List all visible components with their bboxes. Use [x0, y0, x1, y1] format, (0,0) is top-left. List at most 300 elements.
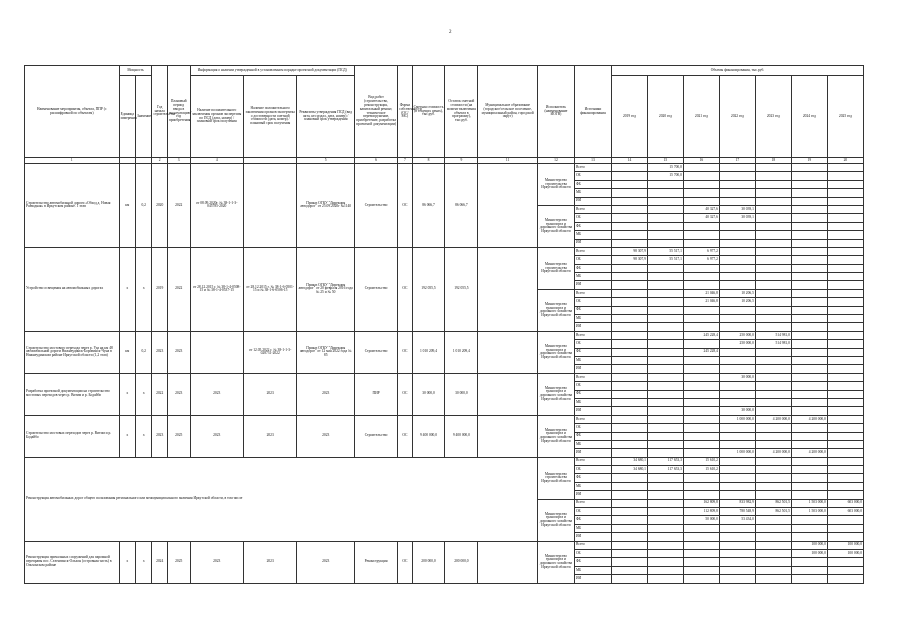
funding-value: [791, 214, 827, 222]
funding-value: 250 000,0: [719, 331, 755, 339]
executor-name: Министерство транспорта и дорожного хозяйства Иркутской области: [537, 499, 574, 541]
column-number: 9: [445, 158, 478, 164]
capacity-value: 0,2: [136, 331, 152, 373]
funding-value: [827, 390, 863, 398]
funding-value: [647, 516, 683, 524]
object-name: Строительство мостового перехода через р. Уда на км 48 автомобильной дороги Нижнеудинск-Боровинск-Чуна в Нижнеудинском районе Иркутской области (1,2 этап): [25, 331, 120, 373]
work-type: Строительство: [354, 164, 397, 248]
source-label: МБ: [574, 231, 611, 239]
column-number: 5: [297, 158, 355, 164]
table-row: [25, 331, 864, 339]
column-number: 8: [412, 158, 445, 164]
column-number: 11: [478, 158, 538, 164]
funding-value: [683, 273, 719, 281]
funding-value: [755, 205, 791, 213]
funding-value: 34 680,1: [611, 466, 647, 474]
funding-value: [827, 164, 863, 172]
source-label: МБ: [574, 566, 611, 574]
header-source: Источники финансирования: [574, 66, 611, 158]
funding-value: [683, 281, 719, 289]
funding-value: 100 000,0: [791, 541, 827, 549]
header-work-type: Вид работ (строительство, реконструкция, капитальный ремонт, техническое перевооружение, приобретение, разработка проектной документации): [354, 66, 397, 158]
funding-value: [719, 566, 755, 574]
funding-value: [647, 533, 683, 541]
funding-value: [719, 466, 755, 474]
funding-value: [755, 315, 791, 323]
funding-value: [647, 197, 683, 205]
funding-value: [647, 340, 683, 348]
funding-value: [755, 516, 791, 524]
funding-value: [611, 273, 647, 281]
column-number: 20: [827, 158, 863, 164]
funding-value: [647, 390, 683, 398]
source-label: ИИ: [574, 365, 611, 373]
funding-value: [683, 491, 719, 499]
funding-value: [683, 172, 719, 180]
funding-value: 862 501,5: [755, 499, 791, 507]
funding-value: [611, 474, 647, 482]
funding-value: [611, 524, 647, 532]
funding-value: 514 981,0: [755, 331, 791, 339]
ownership: ОС: [398, 164, 412, 248]
funding-value: [719, 424, 755, 432]
funding-value: [791, 440, 827, 448]
funding-value: [791, 524, 827, 532]
funding-value: [683, 440, 719, 448]
funding-value: [791, 164, 827, 172]
funding-value: [827, 239, 863, 247]
work-type: Строительство: [354, 247, 397, 331]
financing-table: [24, 65, 864, 584]
funding-value: [791, 281, 827, 289]
funding-value: [827, 440, 863, 448]
funding-value: 1 000 000,0: [719, 449, 755, 457]
doc-positive: от 08.09.2020г. № 38-1-1-3-045785-2020: [190, 164, 243, 248]
funding-value: [827, 247, 863, 255]
doc-positive: [190, 331, 243, 373]
funding-value: [611, 348, 647, 356]
source-label: ОБ: [574, 298, 611, 306]
funding-value: [827, 558, 863, 566]
funding-value: [827, 382, 863, 390]
funding-value: [683, 180, 719, 188]
funding-value: [719, 189, 755, 197]
column-number: 6: [354, 158, 397, 164]
funding-value: [791, 424, 827, 432]
funding-value: [791, 575, 827, 583]
remaining-cost: 30 000,0: [445, 373, 478, 415]
funding-value: [719, 231, 755, 239]
funding-value: [755, 524, 791, 532]
remaining-cost: 1 010 209,4: [445, 331, 478, 373]
table-row: [25, 164, 864, 172]
doc-positive: 2023: [190, 541, 243, 583]
funding-value: [827, 482, 863, 490]
funding-value: [611, 180, 647, 188]
funding-value: [791, 407, 827, 415]
column-number: 19: [791, 158, 827, 164]
funding-value: [611, 340, 647, 348]
capacity-value: х: [136, 415, 152, 457]
funding-value: [827, 365, 863, 373]
funding-value: [611, 533, 647, 541]
funding-value: [791, 323, 827, 331]
funding-value: [647, 356, 683, 364]
doc-positive: 2023: [190, 373, 243, 415]
source-label: ФБ: [574, 348, 611, 356]
funding-value: [611, 390, 647, 398]
funding-value: [647, 499, 683, 507]
municipality: [478, 373, 538, 415]
funding-value: [755, 407, 791, 415]
funding-value: [611, 499, 647, 507]
source-label: ИИ: [574, 491, 611, 499]
funding-value: [683, 449, 719, 457]
doc-reliability: [243, 164, 296, 248]
funding-value: [719, 533, 755, 541]
start-year: 2022: [152, 373, 167, 415]
funding-value: 112 809,8: [683, 508, 719, 516]
funding-value: [611, 214, 647, 222]
funding-value: 40 327,6: [683, 205, 719, 213]
funding-value: [683, 382, 719, 390]
funding-value: [647, 491, 683, 499]
funding-value: [611, 197, 647, 205]
remaining-cost: 192 055,5: [445, 247, 478, 331]
funding-value: [647, 205, 683, 213]
funding-value: 250 000,0: [719, 340, 755, 348]
funding-value: [827, 306, 863, 314]
executor-name: Министерство транспорта и дорожного хозяйства Иркутской области: [537, 331, 574, 373]
funding-value: 514 981,0: [755, 340, 791, 348]
funding-value: [755, 474, 791, 482]
funding-value: [647, 440, 683, 448]
funding-value: [611, 508, 647, 516]
funding-value: 1 503 000,0: [791, 508, 827, 516]
funding-value: [719, 247, 755, 255]
funding-value: [683, 239, 719, 247]
ownership: ОС: [398, 331, 412, 373]
funding-value: 98 307,9: [611, 247, 647, 255]
column-number: 12: [537, 158, 574, 164]
capacity-unit: х: [119, 415, 135, 457]
funding-value: [755, 373, 791, 381]
executor-name: Министерство транспорта и дорожного хозяйства Иркутской области: [537, 415, 574, 457]
funding-value: [791, 474, 827, 482]
funding-value: [647, 273, 683, 281]
funding-value: [683, 264, 719, 272]
funding-value: [647, 424, 683, 432]
funding-value: [719, 432, 755, 440]
column-number: 13: [574, 158, 611, 164]
funding-value: [791, 189, 827, 197]
funding-value: 117 653,3: [647, 466, 683, 474]
header-doc-approval: Реквизиты утверждения ПСД (вид акта, кто издал, дата, номер) / плановый срок утверждения: [297, 76, 355, 158]
funding-value: [719, 365, 755, 373]
funding-value: [647, 289, 683, 297]
source-label: ОБ: [574, 466, 611, 474]
funding-value: [719, 273, 755, 281]
source-label: ИИ: [574, 533, 611, 541]
funding-value: [791, 273, 827, 281]
source-label: ИИ: [574, 323, 611, 331]
source-label: ИИ: [574, 239, 611, 247]
funding-value: [755, 180, 791, 188]
funding-value: [647, 474, 683, 482]
funding-value: [755, 239, 791, 247]
funding-value: [827, 516, 863, 524]
funding-value: [683, 315, 719, 323]
funding-value: [827, 491, 863, 499]
funding-value: [719, 390, 755, 398]
funding-value: [683, 356, 719, 364]
funding-value: [683, 533, 719, 541]
funding-value: 40 327,6: [683, 214, 719, 222]
capacity-value: 0,2: [136, 164, 152, 248]
funding-value: [683, 474, 719, 482]
funding-value: [647, 508, 683, 516]
funding-value: [755, 356, 791, 364]
funding-value: [755, 482, 791, 490]
funding-value: [755, 222, 791, 230]
doc-reliability: от 28.12.2015 г. № 38-1-6-0501-15 и № 38-1-6-0506-15: [243, 247, 296, 331]
funding-value: [827, 424, 863, 432]
funding-value: 1 000 000,0: [719, 415, 755, 423]
funding-value: [683, 549, 719, 557]
ownership: ОС: [398, 541, 412, 583]
source-label: ФБ: [574, 432, 611, 440]
funding-value: [683, 222, 719, 230]
funding-value: [755, 189, 791, 197]
funding-value: [827, 474, 863, 482]
funding-value: [647, 415, 683, 423]
funding-value: [791, 264, 827, 272]
funding-value: [611, 440, 647, 448]
funding-value: 862 501,5: [755, 508, 791, 516]
header-start-year: Год начала строительства: [152, 66, 167, 158]
executor-name: Министерство транспорта и дорожного хозяйства Иркутской области: [537, 205, 574, 247]
table-row: [25, 373, 864, 381]
source-label: Всего: [574, 415, 611, 423]
municipality: [478, 415, 538, 457]
funding-value: 34 680,1: [611, 457, 647, 465]
funding-value: [827, 457, 863, 465]
funding-value: [683, 340, 719, 348]
funding-value: [755, 491, 791, 499]
funding-value: [611, 373, 647, 381]
source-label: ФБ: [574, 180, 611, 188]
funding-value: [647, 432, 683, 440]
funding-value: 780 548,9: [719, 508, 755, 516]
header-year: 2025 год: [827, 76, 863, 158]
funding-value: [755, 289, 791, 297]
funding-value: 1 503 000,0: [791, 499, 827, 507]
funding-value: 100 000,0: [827, 549, 863, 557]
funding-value: [827, 172, 863, 180]
funding-value: [791, 491, 827, 499]
funding-value: 4 200 000,0: [755, 415, 791, 423]
funding-value: [611, 281, 647, 289]
funding-value: [755, 264, 791, 272]
source-label: ИИ: [574, 197, 611, 205]
object-name: Строительство автомобильной дороги «Обход д. Новая Разводная» в Иркутском районе. 1 этап: [25, 164, 120, 248]
funding-value: [683, 390, 719, 398]
funding-value: [755, 549, 791, 557]
funding-value: [683, 541, 719, 549]
funding-value: [755, 466, 791, 474]
source-label: Всего: [574, 373, 611, 381]
header-capacity-value: Значение: [136, 76, 152, 158]
planned-year: 2025: [167, 415, 190, 457]
column-number: 1: [25, 158, 120, 164]
source-label: ФБ: [574, 516, 611, 524]
doc-approval: 2023: [297, 415, 355, 457]
source-label: МБ: [574, 273, 611, 281]
executor-name: Министерство строительства Иркутской области: [537, 247, 574, 289]
funding-value: [647, 306, 683, 314]
funding-value: [719, 524, 755, 532]
funding-value: 21 046,8: [683, 298, 719, 306]
column-number: 3: [167, 158, 190, 164]
start-year: 2024: [152, 541, 167, 583]
source-label: Всего: [574, 247, 611, 255]
funding-value: [791, 231, 827, 239]
funding-value: [755, 440, 791, 448]
executor-name: Министерство транспорта и дорожного хозяйства Иркутской области: [537, 541, 574, 583]
funding-value: [827, 466, 863, 474]
planned-year: 2022: [167, 247, 190, 331]
header-capacity-unit: Единица измерения: [119, 76, 135, 158]
start-year: 2019: [152, 247, 167, 331]
header-funding: Объемы финансирования, тыс.руб.: [611, 66, 863, 76]
executor-name: Министерство строительства Иркутской области: [537, 457, 574, 499]
funding-value: [683, 323, 719, 331]
funding-value: [611, 558, 647, 566]
funding-value: [647, 323, 683, 331]
funding-value: [755, 566, 791, 574]
funding-value: [719, 281, 755, 289]
funding-value: [647, 298, 683, 306]
funding-value: 30 000,0: [719, 373, 755, 381]
funding-value: [791, 289, 827, 297]
funding-value: [611, 222, 647, 230]
funding-value: 10 206,5: [719, 298, 755, 306]
source-label: ИИ: [574, 449, 611, 457]
funding-value: 50 000,0: [683, 516, 719, 524]
source-label: МБ: [574, 315, 611, 323]
funding-value: [827, 205, 863, 213]
funding-value: [755, 382, 791, 390]
funding-value: [611, 482, 647, 490]
municipality: [478, 331, 538, 373]
funding-value: [683, 566, 719, 574]
estimate-cost: 1 010 209,4: [412, 331, 445, 373]
funding-value: [647, 348, 683, 356]
estimate-cost: 200 000,0: [412, 541, 445, 583]
funding-value: 21 046,8: [683, 289, 719, 297]
table-row: [25, 247, 864, 255]
funding-value: [755, 298, 791, 306]
funding-value: [611, 365, 647, 373]
funding-value: [827, 315, 863, 323]
object-name: Реконструкция причальных сооружений для паромной переправы пос. Селенгинск-Ольхон (островная часть) в Ольхонском районе: [25, 541, 120, 583]
funding-value: 100 000,0: [827, 541, 863, 549]
funding-value: [683, 189, 719, 197]
funding-value: [755, 558, 791, 566]
funding-value: [755, 256, 791, 264]
column-number: 2: [152, 158, 167, 164]
capacity-value: х: [136, 247, 152, 331]
funding-value: [611, 289, 647, 297]
source-label: МБ: [574, 482, 611, 490]
doc-approval: Приказ ОГКУ "Дирекция автодорог" от 25.09.2020г №1140: [297, 164, 355, 248]
funding-value: [611, 575, 647, 583]
funding-value: [791, 533, 827, 541]
funding-value: 245 228,4: [683, 331, 719, 339]
funding-value: [647, 449, 683, 457]
header-documentation: Информация о наличии утвержденной в установленном порядке проектной документации (ПСД): [190, 66, 354, 76]
doc-reliability: 2023: [243, 373, 296, 415]
funding-value: [791, 205, 827, 213]
funding-value: 15 700,0: [647, 172, 683, 180]
funding-value: [611, 239, 647, 247]
funding-value: [791, 315, 827, 323]
funding-value: [719, 575, 755, 583]
funding-value: [611, 516, 647, 524]
source-label: МБ: [574, 398, 611, 406]
source-label: МБ: [574, 189, 611, 197]
header-doc-reliability: Наличие положительного заключения органов экспертизы о достоверности сметной стоимости (дата, номер) / плановый срок получения: [243, 76, 296, 158]
funding-value: [719, 558, 755, 566]
funding-value: [611, 164, 647, 172]
funding-value: [647, 407, 683, 415]
funding-value: [755, 541, 791, 549]
funding-value: [611, 306, 647, 314]
funding-value: [647, 214, 683, 222]
funding-value: [755, 533, 791, 541]
funding-value: [827, 331, 863, 339]
source-label: ИИ: [574, 575, 611, 583]
funding-value: [827, 256, 863, 264]
funding-value: [791, 466, 827, 474]
funding-value: [827, 524, 863, 532]
funding-value: [755, 323, 791, 331]
funding-value: [755, 247, 791, 255]
group-name: Реконструкция автомобильных дорог общего пользования регионального или межмуниципального значения Иркутской области, в том числе: [25, 457, 538, 541]
funding-value: [791, 180, 827, 188]
funding-value: [611, 205, 647, 213]
source-label: Всего: [574, 457, 611, 465]
source-label: Всего: [574, 205, 611, 213]
funding-value: [827, 298, 863, 306]
funding-value: [827, 180, 863, 188]
funding-value: [611, 566, 647, 574]
funding-value: [827, 398, 863, 406]
start-year: 2023: [152, 331, 167, 373]
funding-value: [791, 247, 827, 255]
funding-value: [719, 440, 755, 448]
header-municipality: Муниципальное образование (городское/сельское поселение, муниципальный район, городской округ): [478, 66, 538, 158]
funding-value: [647, 541, 683, 549]
funding-value: [719, 549, 755, 557]
object-name: Устройство освещения на автомобильных дорогах: [25, 247, 120, 331]
funding-value: [719, 256, 755, 264]
funding-value: [647, 398, 683, 406]
funding-value: [683, 231, 719, 239]
column-number: 17: [719, 158, 755, 164]
funding-value: 833 982,9: [719, 499, 755, 507]
funding-value: [647, 382, 683, 390]
